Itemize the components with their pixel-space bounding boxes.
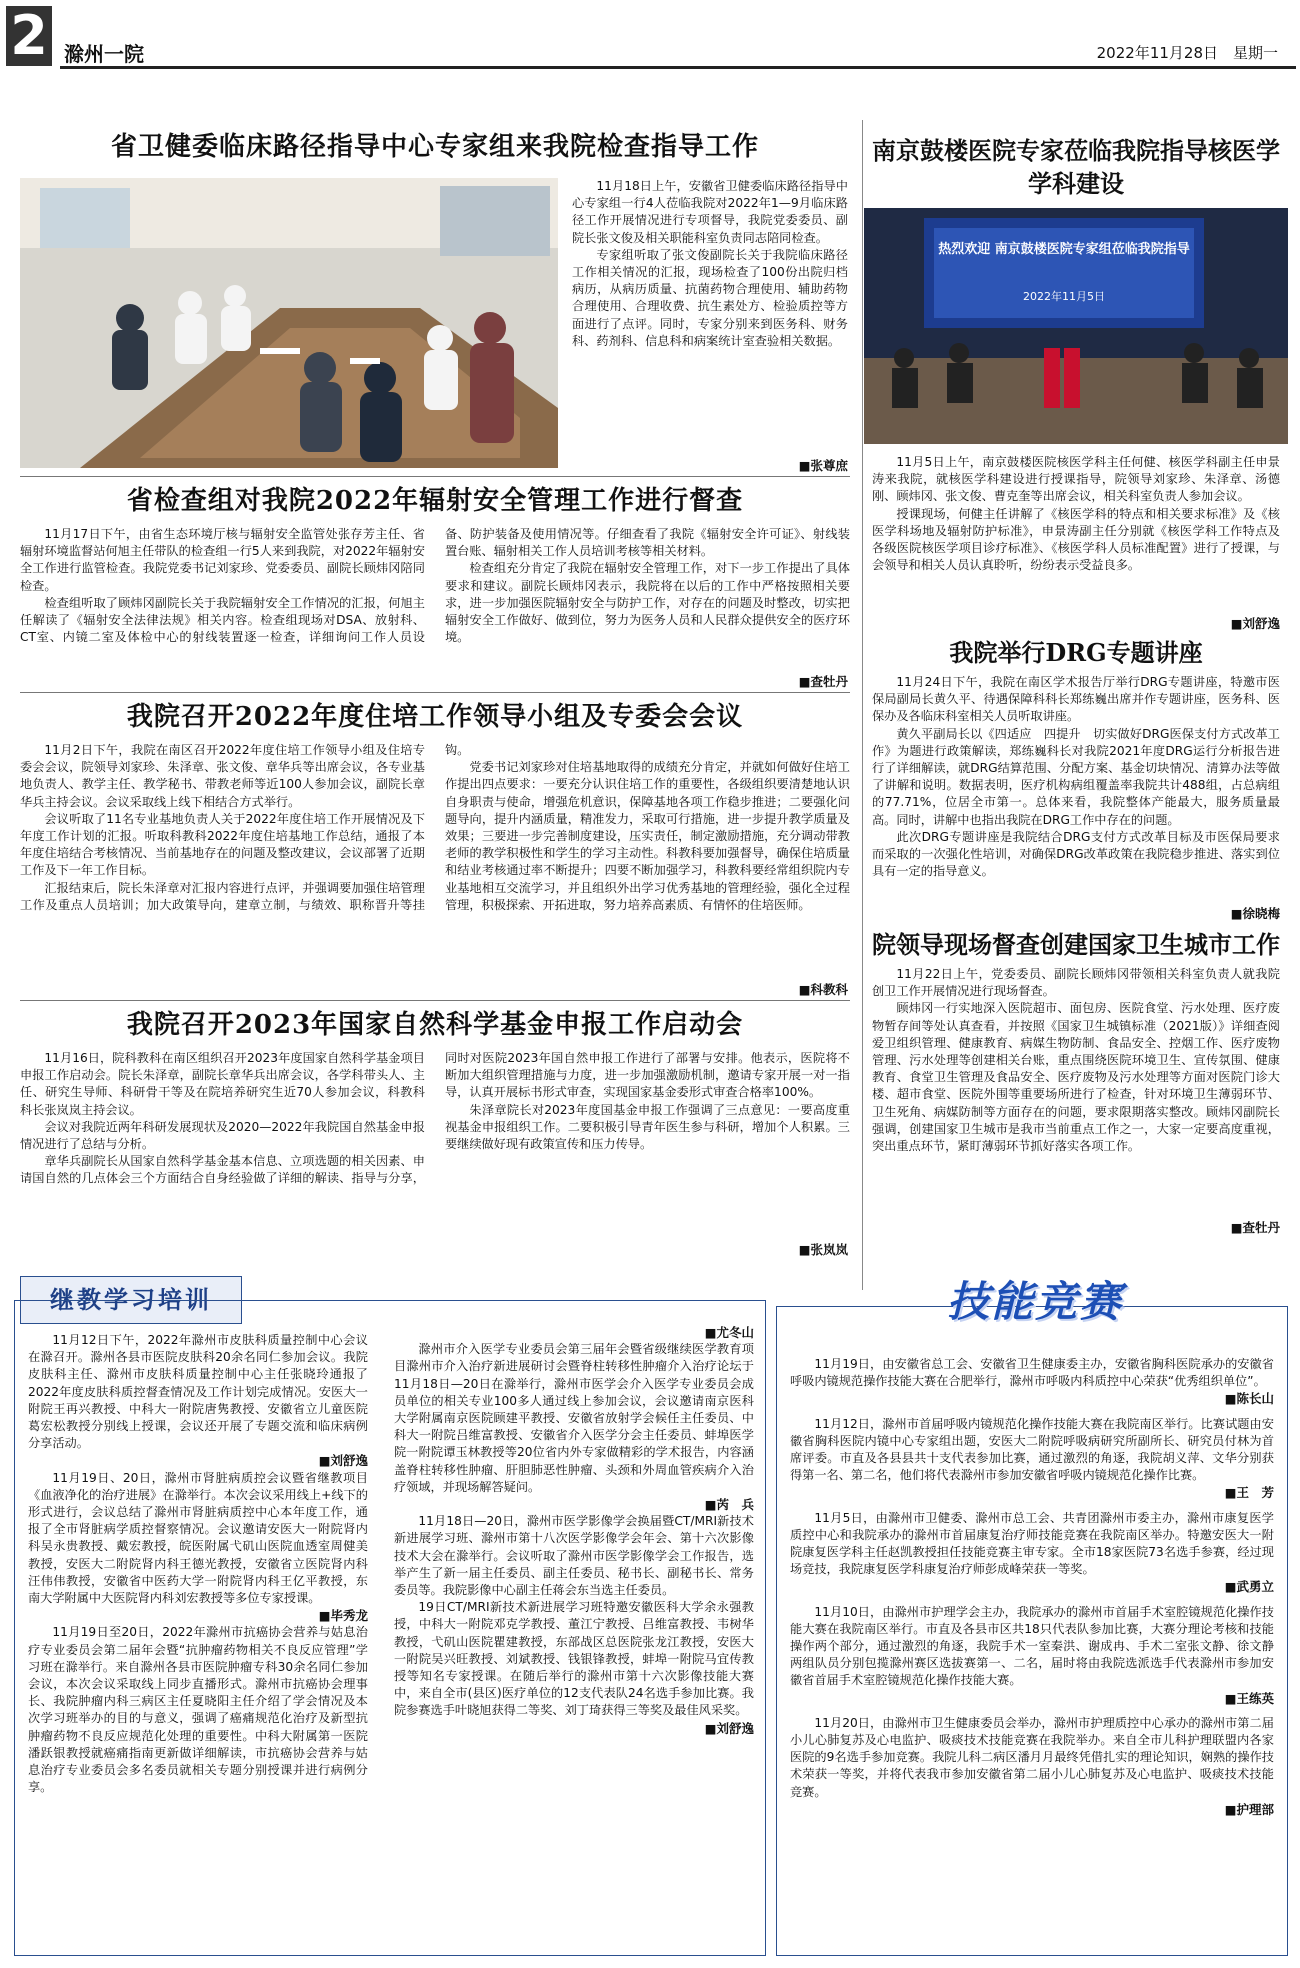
- skills-list: [790, 1356, 1274, 1946]
- paragraph: 党委书记刘家珍对住培基地取得的成绩充分肯定，并就如何做好住培工作提出四点要求：一要充分认识住培工作的重要性，各级组织要清楚地认识自身职责与使命，增强危机意识，保障基地各项工作稳步推进；二要强化问题导向，提升内涵质量，精准发力，采取可行措施，进一步提升教学质量及效果；三要进一步完善制度建设，压实责任，制定激励措施，充分调动带教老师的教学积极性和学生的学习主动性。科教科要加强督导，确保住培质量和结业考核通过率不断提升；四要不断加强学习，科教科要经常组织院内专业基地相互交流学习，并且组织外出学习优秀基地的管理经验，强化全过程管理，积极探索、开拓进取，努力培养高素质、有情怀的住培医师。: [445, 760, 850, 912]
- skills-item: 11月19日，由安徽省总工会、安徽省卫生健康委主办，安徽省胸科医院承办的安徽省呼吸内镜规范操作技能大赛在合肥举行，滁州市呼吸内科质控中心荣获“优秀组织单位”。: [790, 1357, 1274, 1389]
- header-rule: [60, 66, 1296, 69]
- byline: ■王 芳: [1224, 1485, 1274, 1501]
- divider: [20, 692, 850, 693]
- article-headline: 院领导现场督查创建国家卫生城市工作: [872, 930, 1280, 959]
- training-item: 滁州市介入医学专业委员会第三届年会暨省级继续医学教育项目滁州市介入治疗新进展研讨会暨脊柱转移性肿瘤介入治疗论坛于11月18日—20日在滁举行，滁州市医学会介入医学专业委员会成员单位的相关专业100多人通过线上参加会议，会议邀请南京医科大学附属南京医院顾建平教授、安徽省放射学会候任主任委员、中科大一附院吕维富教授、安徽省介入医学分会主任委员、蚌埠医学院一附院谭玉林教授等20位省内外专家做精彩的学术报告，内容涵盖脊柱转移性肿瘤、肝胆肺恶性肿瘤、头颈和外周血管疾病介入治疗领域，并现场解答疑问。: [394, 1342, 754, 1494]
- masthead: [0, 0, 1300, 95]
- byline: ■徐晓梅: [1230, 906, 1280, 921]
- skills-item: 11月10日，由滁州市护理学会主办，我院承办的滁州市首届手术室腔镜规范化操作技能大赛在我院南区举行。市直及各县市区共18只代表队参加比赛，大赛分理论考核和技能操作两个部分，通过激烈的角逐，我院手术一室秦洪、谢成冉、手术二室张文静、徐文静两组队员分别包揽滁州赛区选拔赛第一、二名，届时将由我院选派选手代表滁州市参加安徽省首届手术室腔镜规范化操作技能大赛。: [790, 1604, 1274, 1688]
- training-item: 11月18日—20日，滁州市医学影像学会换届暨CT/MRI新技术新进展学习班、滁州市第十八次医学影像学会年会、第十六次影像技术大会在滁举行。会议听取了滁州市医学影像学会工作报告，选举产生了新一届主任委员、副主任委员、秘书长、副秘书长、常务委员等。我院影像中心副主任蒋会东当选主任委员。: [394, 1514, 754, 1598]
- paragraph: 11月18日上午，安徽省卫健委临床路径指导中心专家组一行4人莅临我院对2022年1—9月临床路径工作开展情况进行专项督导，我院党委委员、副院长张文俊及相关职能科室负责同志陪同检查。: [572, 179, 848, 245]
- paragraph: 11月17日下午，由省生态环境厅核与辐射安全监管处张存芳主任、省辐射环境监督站何旭主任带队的检查组一行5人来到我院，对2022年辐射安全工作进行监管检查。我院党委书记刘家珍、党委委员、副院长顾炜冈陪同检查。: [20, 527, 425, 593]
- training-item: 19日CT/MRI新技术新进展学习班特邀安徽医科大学余永强教授，中科大一附院邓克学教授、董江宁教授、吕维富教授、韦树华教授，弋矶山医院瞿建教授，东部战区总医院张龙江教授，安医大一附院吴兴旺教授、刘斌教授、钱银锋教授，蚌埠一附院马宜传教授等知名专家授课。在随后举行的滁州市第十六次影像技能大赛中，来自全市(县区)医疗单位的12支代表队24名选手参加比赛。我院参赛选手叶晓旭获得二等奖、刘丁琦获得三等奖及最佳风采奖。: [394, 1600, 754, 1718]
- paragraph: 黄久平副局长以《四适应 四提升 切实做好DRG医保支付方式改革工作》为题进行政策解读，郑练巍科长对我院2021年度DRG运行分析报告进行了详细解读，就DRG结算范围、分配方案、基金切块情况、清算办法等做了讲解和说明。数据表明，医疗机构病组覆盖率我院共计488组，占总病组的77.71%，位居全市第一。总体来看，我院整体产能最大，服务质量最高。同时，讲解中也指出我院在DRG工作中存在的问题。: [872, 726, 1280, 827]
- byline: ■刘舒逸: [704, 1720, 754, 1736]
- article-headline: 省卫健委临床路径指导中心专家组来我院检查指导工作: [110, 132, 759, 162]
- article-body: [20, 1050, 850, 1240]
- section-tag-training: 继教学习培训: [20, 1276, 242, 1324]
- paragraph: 会议对我院近两年科研发展现状及2020—2022年我院国自然基金申报情况进行了总结与分析。: [20, 1119, 425, 1152]
- byline: ■尤冬山: [704, 1325, 754, 1340]
- article-headline: 我院召开2023年国家自然科学基金申报工作启动会: [126, 1010, 744, 1040]
- skills-item: 11月5日，由滁州市卫健委、滁州市总工会、共青团滁州市委主办，滁州市康复医学质控中心和我院承办的滁州市首届康复治疗师技能竞赛在我院南区举办。特邀安医大一附院康复医学科主任赵凯教授担任技能竞赛主审专家。全市18家医院73名选手参赛，经过现场竞技，我院康复医学科康复治疗师彭成峰荣获一等奖。: [790, 1510, 1274, 1577]
- divider: [20, 1000, 850, 1001]
- issue-date: 2022年11月28日 星期一: [1096, 44, 1278, 62]
- byline: ■张岚岚: [798, 1242, 848, 1257]
- byline: ■张尊庶: [798, 458, 848, 473]
- skills-item: 11月12日，滁州市首届呼吸内镜规范化操作技能大赛在我院南区举行。比赛试题由安徽省胸科医院内镜中心专家组出题，安医大二附院呼吸病研究所副所长、研究员付林为首席评委。市直及各县县共十支代表参加比赛，通过激烈的角逐，我院胡义萍、文华分别获得第一名、第二名，他们将代表滁州市参加安徽省呼吸内镜规范化操作比赛。: [790, 1416, 1274, 1483]
- paragraph: 检查组听取了顾炜冈副院长关于我院辐射安全工作情况的汇报，何旭主任解读了《辐射安全法律法规》相关内容。检查组现场对DSA、放射科、CT室、内镜二室及体检中心的射线装置逐一检查，详细询问工作人员设备、防护装备及使用情况等。仔细查看了我院《辐射安全许可证》、射线装置台账、辐射相关工作人员培训考核等相关材料。: [20, 527, 850, 645]
- article-body: [20, 742, 850, 982]
- byline: ■护理部: [1224, 1801, 1274, 1817]
- training-col-left: [28, 1332, 368, 1942]
- article-body: [20, 526, 850, 684]
- training-item: 11月19日、20日，滁州市肾脏病质控会议暨省继教项目《血液净化的治疗进展》在滁举行。本次会议采用线上+线下的形式进行，会议总结了滁州市肾脏病质控中心本年度工作，通报了全市肾脏病学质控督察情况。会议邀请安医大一附院肾内科吴永贵教授、戴宏教授，皖医附属弋矶山医院血透室周健美教授，安医大二附院肾内科王德光教授，安徽省立医院肾内科汪伟伟教授，安徽省中医药大学一附院肾内科王亿平教授，东南大学附属中大医院肾内科刘宏教授等多位专家授课。: [28, 1470, 368, 1606]
- paragraph: 11月24日下午，我院在南区学术报告厅举行DRG专题讲座，特邀市医保局副局长黄久平、待遇保障科科长郑练巍出席并作专题讲座，医务科、医保办及各临床科室相关人员听取讲座。: [872, 675, 1280, 724]
- paragraph: 11月2日下午，我院在南区召开2022年度住培工作领导小组及住培专委会会议，院领导刘家珍、朱泽章、张文俊、章华兵等出席会议，各专业基地负责人、教学主任、教学秘书、带教老师等近100人参加会议，副院长章华兵主持会议。会议采取线上线下相结合方式举行。: [20, 743, 425, 809]
- byline: ■刘舒逸: [318, 1453, 368, 1469]
- byline: ■武勇立: [1224, 1579, 1274, 1595]
- meeting-photo: [864, 208, 1288, 444]
- divider: [20, 476, 850, 477]
- inspection-photo: [20, 178, 558, 468]
- article-body: [572, 178, 848, 460]
- paragraph: 章华兵副院长从国家自然科学基金基本信息、立项选题的相关因素、申请国自然的几点体会三个方面结合自身经验做了详细的解读、指导与分享，同时对医院2023年国自然申报工作进行了部署与安排。他表示，医院将不断加大组织管理措施与力度，进一步加强激励机制，邀请专家开展一对一指导，认真开展标书形式审查，实现国家基金委形式审查合格率100%。: [20, 1051, 850, 1186]
- article-headline: 省检查组对我院2022年辐射安全管理工作进行督查: [126, 486, 744, 516]
- paragraph: 11月5日上午，南京鼓楼医院核医学科主任何健、核医学科副主任申景涛来我院，就核医学科建设进行授课指导，院领导刘家珍、朱泽章、汤德刚、顾炜冈、张文俊、曹克奎等出席会议，相关科室负责人参加会议。: [872, 455, 1280, 504]
- article-headline: 我院举行DRG专题讲座: [949, 638, 1203, 667]
- byline: ■科教科: [798, 982, 848, 997]
- banner-date: 2022年11月5日: [1023, 290, 1105, 303]
- paragraph: 朱泽章院长对2023年度国基金申报工作强调了三点意见：一要高度重视基金申报组织工作。二要积极引导青年医生参与科研，增加个人积累。三要继续做好现有政策宣传和压力传导。: [445, 1102, 850, 1152]
- paragraph: 汇报结束后，院长朱泽章对汇报内容进行点评，并强调要加强住培管理工作及重点人员培训；加大政策导向，建章立制，与绩效、职称晋升等挂钩。: [20, 743, 470, 912]
- article-body: [872, 674, 1280, 906]
- byline: ■刘舒逸: [1230, 616, 1280, 631]
- byline: ■查牡丹: [798, 674, 848, 689]
- article-headline: 南京鼓楼医院专家莅临我院指导核医学学科建设: [872, 136, 1280, 198]
- paragraph: 会议听取了11名专业基地负责人关于2022年度住培工作开展情况及下年度工作计划的汇报。听取科教科2022年度住培基地工作总结，通报了本年度住培结合考核情况、当前基地存在的问题及整改建议，会议部署了近期工作及下一年工作目标。: [20, 811, 425, 878]
- byline: ■毕秀龙: [318, 1608, 368, 1624]
- article-body: [872, 966, 1280, 1222]
- article-body: [872, 454, 1280, 614]
- training-col-right: [394, 1300, 754, 1946]
- paragraph: 专家组听取了张文俊副院长关于我院临床路径工作相关情况的汇报，现场检查了100份出院归档病历，从病历质量、抗菌药物合理使用、辅助药物合理使用、合理收费、抗生素处方、检验质控等方面进行了点评。同时，专家分别来到医务科、财务科、药剂科、信息科和病案统计室查验相关数据。: [572, 247, 848, 348]
- page-number: 2: [6, 6, 52, 66]
- paragraph: 此次DRG专题讲座是我院结合DRG支付方式改革目标及市医保局要求而采取的一次强化性培训，对确保DRG改革政策在我院稳步推进、落实到位具有一定的指导意义。: [872, 829, 1280, 879]
- training-item: 11月19日至20日，2022年滁州市抗癌协会营养与姑息治疗专业委员会第二届年会暨“抗肿瘤药物相关不良反应管理”学习班在滁举行。来自滁州各县市医院肿瘤专科30余名同仁参加会议，本次会议采取线上同步直播形式。滁州市抗癌协会理事长、我院肿瘤内科三病区主任夏晓阳主任介绍了学会情况及本次学习班举办的目的与意义，强调了癌痛规范化治疗及新型抗肿瘤药物不良反应规范化处理的重要性。中科大附属第一医院潘跃银教授就癌痛指南更新做详细解读，市抗癌协会营养与姑息治疗专业委员会多名委员就相关专题分别授课并进行病例分享。: [28, 1625, 368, 1795]
- paragraph: 11月16日，院科教科在南区组织召开2023年度国家自然科学基金项目申报工作启动会。院长朱泽章，副院长章华兵出席会议，各学科带头人、主任、研究生导师、科研骨干等及在院培养研究生近70人参加会议，科教科科长张岚岚主持会议。: [20, 1051, 425, 1117]
- paragraph: 检查组充分肯定了我院在辐射安全管理工作，对下一步工作提出了具体要求和建议。副院长顾炜冈表示，我院将在以后的工作中严格按照相关要求，进一步加强医院辐射安全与防护工作，对存在的问题及时整改，切实把辐射安全工作做好、做到位，努力为医务人员和人民群众提供安全的医疗环境。: [445, 561, 850, 645]
- paper-name: 滁州一院: [64, 42, 144, 66]
- training-item: 11月12日下午，2022年滁州市皮肤科质量控制中心会议在滁召开。滁州各县市医院皮肤科20余名同仁参加会议。我院皮肤科主任、滁州市皮肤科质量控制中心主任张晓玲通报了2022年度皮肤科质控督查情况及工作计划完成情况。安医大一附院王再兴教授、中科大一附院唐隽教授、安徽省立儿童医院葛宏松教授分别线上授课，会议还开展了专题交流和临床病例分享活动。: [28, 1333, 368, 1451]
- byline: ■陈长山: [1224, 1391, 1274, 1407]
- skills-item: 11月20日，由滁州市卫生健康委员会举办，滁州市护理质控中心承办的滁州市第二届小儿心肺复苏及心电监护、吸痰技术技能竞赛在我院举办。来自全市儿科护理联盟内各家医院的9名选手参加竞赛。我院儿科二病区潘月月最终凭借扎实的理论知识，娴熟的操作技术荣获一等奖，并将代表我市参加安徽省第二届小儿心肺复苏及心电监护、吸痰技术技能竞赛。: [790, 1715, 1274, 1799]
- byline: ■芮 兵: [704, 1497, 754, 1513]
- column-divider: [862, 120, 863, 1290]
- paragraph: 顾炜冈一行实地深入医院超市、面包房、医院食堂、污水处理、医疗废物暂存间等处认真查看，并按照《国家卫生城镇标准（2021版）》详细查阅爱卫组织管理、健康教育、病媒生物防制、食品安全、控烟工作、医疗废物管理、污水处理等创建相关台账，重点围绕医院环境卫生、宣传氛围、健康教育、食堂卫生管理及食品安全、医疗废物及污水处理等方面对医院门诊大楼、超市食堂、医院外围等重要场所进行了检查，针对环境卫生薄弱环节、卫生死角、病媒防制等方面存在的问题，要求限期落实整改。顾炜冈副院长强调，创建国家卫生城市是我市当前重点工作之一，大家一定要高度重视，突出重点环节，紧盯薄弱环节抓好落实各项工作。: [872, 1001, 1280, 1154]
- welcome-banner: 热烈欢迎 南京鼓楼医院专家组莅临我院指导: [938, 242, 1190, 257]
- byline: ■查牡丹: [1230, 1220, 1280, 1235]
- paragraph: 11月22日上午，党委委员、副院长顾炜冈带领相关科室负责人就我院创卫工作开展情况进行现场督查。: [872, 967, 1280, 999]
- byline: ■王练英: [1224, 1690, 1274, 1706]
- article-headline: 我院召开2022年度住培工作领导小组及专委会会议: [126, 702, 744, 732]
- section-tag-skills: 技能竞赛: [946, 1277, 1123, 1326]
- paragraph: 授课现场，何健主任讲解了《核医学科的特点和相关要求标准》及《核医学科场地及辐射防护标准》，申景涛副主任分别就《核医学科工作特点及各级医院核医学项目诊疗标准》、《核医学科人员标准配置》进行了授课，与会领导和相关人员认真聆听，纷纷表示受益良多。: [872, 506, 1280, 573]
